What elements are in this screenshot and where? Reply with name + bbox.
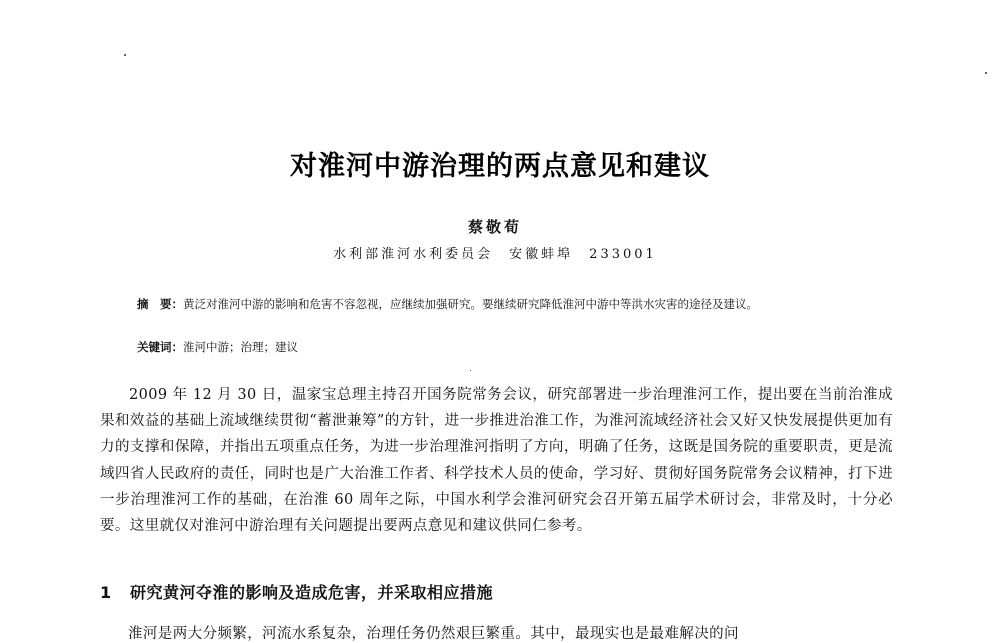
paper-affiliation: 水利部淮河水利委员会 安徽蚌埠 233001 <box>333 247 657 262</box>
cutoff-text-line: 淮河是两大分频繁，河流水系复杂，治理任务仍然艰巨繁重。其中，最现实也是最难解决的问 <box>128 626 739 642</box>
paper-title: 对淮河中游治理的两点意见和建议 <box>290 151 710 182</box>
keywords-label: 关键词： <box>137 340 183 354</box>
abstract-label: 摘 要： <box>137 297 183 311</box>
section-title: 研究黄河夺淮的影响及造成危害，并采取相应措施 <box>130 583 494 602</box>
paper-author: 蔡敬荀 <box>467 218 522 236</box>
body-paragraph: 2009 年 12 月 30 日，温家宝总理主持召开国务院常务会议，研究部署进一步治理淮河工作，提出要在当前治淮成果和效益的基础上流域继续贯彻“蓄泄兼筹”的方针，进一步推进治淮工作，为淮河流域经济社会又好又快发展提供更加有力的支撑和保障，并指出五项重点任务，为进一步治理淮河指明了方向，明确了任务，这既是国务院的重要职责，更是流域四省人民政府的责任，同时也是广大治淮工作者、科学技术人员的使命，学习好、贯彻好国务院常务会议精神，打下进一步治理淮河工作的基础，在治淮 60 周年之际，中国水利学会淮河研究会召开第五届学术研讨会，非常及时，十分必要。这里就仅对淮河中游治理有关问题提出要两点意见和建议供同仁参考。 <box>100 387 893 535</box>
scan-speck <box>470 370 471 371</box>
abstract-text: 黄泛对淮河中游的影响和危害不容忽视，应继续加强研究。要继续研究降低淮河中游中等洪水灾害的途径及建议。 <box>183 297 758 311</box>
abstract <box>137 293 857 315</box>
scan-speck <box>985 72 987 74</box>
scan-speck <box>124 54 126 56</box>
section-heading <box>100 580 493 603</box>
keywords <box>137 339 298 355</box>
section-number: 1 <box>100 583 112 602</box>
keywords-text: 淮河中游；治理；建议 <box>183 340 298 354</box>
